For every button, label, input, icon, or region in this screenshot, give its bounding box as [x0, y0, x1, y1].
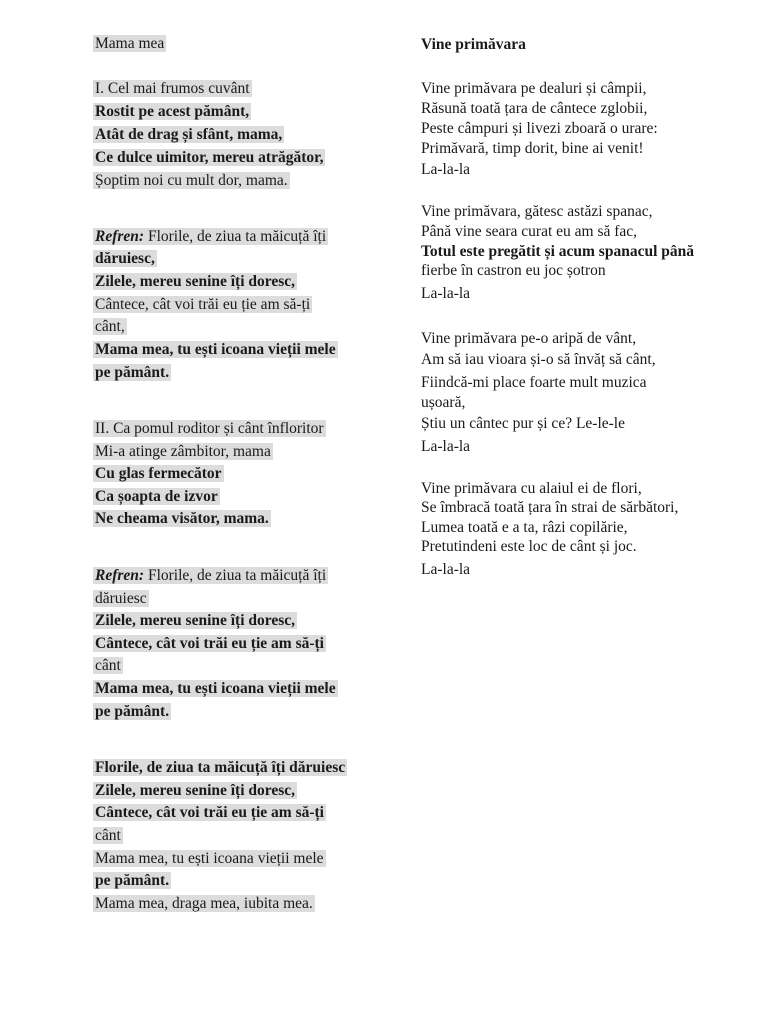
refrain-line: Mama mea, tu ești icoana vieții mele	[95, 341, 336, 358]
final-line: pe pământ.	[95, 872, 170, 889]
stanza-line: ușoară,	[421, 394, 466, 411]
verse-line: Șoptim noi cu mult dor, mama.	[95, 172, 288, 189]
stanza-line: Vine primăvara pe dealuri și câmpii,	[421, 80, 647, 97]
stanza-line: La-la-la	[421, 285, 471, 302]
refrain-line: Cântece, cât voi trăi eu ție am să-ți	[95, 635, 324, 652]
refrain-line: dăruiesc	[95, 590, 147, 607]
song-title: Vine primăvara	[421, 36, 526, 53]
verse-line: II. Ca pomul roditor și cânt înfloritor	[95, 420, 324, 437]
stanza-line: Primăvară, timp dorit, bine ai venit!	[421, 140, 644, 157]
stanza-line: La-la-la	[421, 161, 471, 178]
stanza-line: Peste câmpuri și livezi zboară o urare:	[421, 120, 658, 137]
verse-line: Ca șoapta de izvor	[95, 488, 218, 505]
stanza-line: Vine primăvara pe-o aripă de vânt,	[421, 330, 637, 347]
verse-line: Rostit pe acest pământ,	[95, 103, 250, 120]
refrain-label: Refren:	[95, 567, 145, 584]
refrain-line: Mama mea, tu ești icoana vieții mele	[95, 680, 336, 697]
stanza-line: Fiindcă-mi place foarte mult muzica	[421, 374, 647, 391]
final-line: cânt	[95, 827, 121, 844]
refrain-line: dăruiesc,	[95, 250, 155, 267]
final-line: Florile, de ziua ta măicuță îți dăruiesc	[95, 759, 346, 776]
verse-line: Cu glas fermecător	[95, 465, 222, 482]
stanza-line: Pretutindeni este loc de cânt și joc.	[421, 538, 637, 555]
stanza-line: Până vine seara curat eu am să fac,	[421, 223, 638, 240]
verse-line: Mi-a atinge zâmbitor, mama	[95, 443, 271, 460]
stanza-line: Vine primăvara, gătesc astăzi spanac,	[421, 203, 653, 220]
stanza-line: Știu un cântec pur și ce? Le-le-le	[421, 415, 625, 432]
final-line: Mama mea, draga mea, iubita mea.	[95, 895, 313, 912]
refrain-line: Refren: Florile, de ziua ta măicuță îți	[95, 228, 327, 245]
refrain-line: Zilele, mereu senine îți doresc,	[95, 612, 296, 629]
verse-line: Atât de drag și sfânt, mama,	[95, 126, 283, 143]
refrain-label: Refren:	[95, 228, 145, 245]
stanza-line: La-la-la	[421, 561, 471, 578]
final-line: Mama mea, tu ești icoana vieții mele	[95, 850, 324, 867]
verse-line: Ne cheama visător, mama.	[95, 510, 269, 527]
refrain-line: pe pământ.	[95, 364, 170, 381]
stanza-line: Răsună toată țara de cântece zglobii,	[421, 100, 648, 117]
final-line: Cântece, cât voi trăi eu ție am să-ți	[95, 804, 324, 821]
song-title: Mama mea	[95, 35, 165, 52]
verse-line: Ce dulce uimitor, mereu atrăgător,	[95, 149, 324, 166]
stanza-line: Am să iau vioara și-o să învăț să cânt,	[421, 351, 656, 368]
stanza-line: Vine primăvara cu alaiul ei de flori,	[421, 480, 642, 497]
refrain-line: cânt	[95, 657, 121, 674]
refrain-line: cânt,	[95, 318, 125, 335]
final-line: Zilele, mereu senine îți doresc,	[95, 782, 296, 799]
stanza-line: La-la-la	[421, 438, 471, 455]
verse-line: I. Cel mai frumos cuvânt	[95, 80, 250, 97]
stanza-line: Totul este pregătit și acum spanacul până	[421, 243, 695, 260]
refrain-line: Zilele, mereu senine îți doresc,	[95, 273, 296, 290]
refrain-line: pe pământ.	[95, 703, 170, 720]
stanza-line: Lumea toată e a ta, râzi copilărie,	[421, 519, 628, 536]
stanza-line: fierbe în castron eu joc șotron	[421, 262, 606, 279]
stanza-line: Se îmbracă toată țara în strai de sărbători,	[421, 499, 679, 516]
refrain-line: Cântece, cât voi trăi eu ție am să-ți	[95, 296, 311, 313]
refrain-line: Refren: Florile, de ziua ta măicuță îți	[95, 567, 327, 584]
